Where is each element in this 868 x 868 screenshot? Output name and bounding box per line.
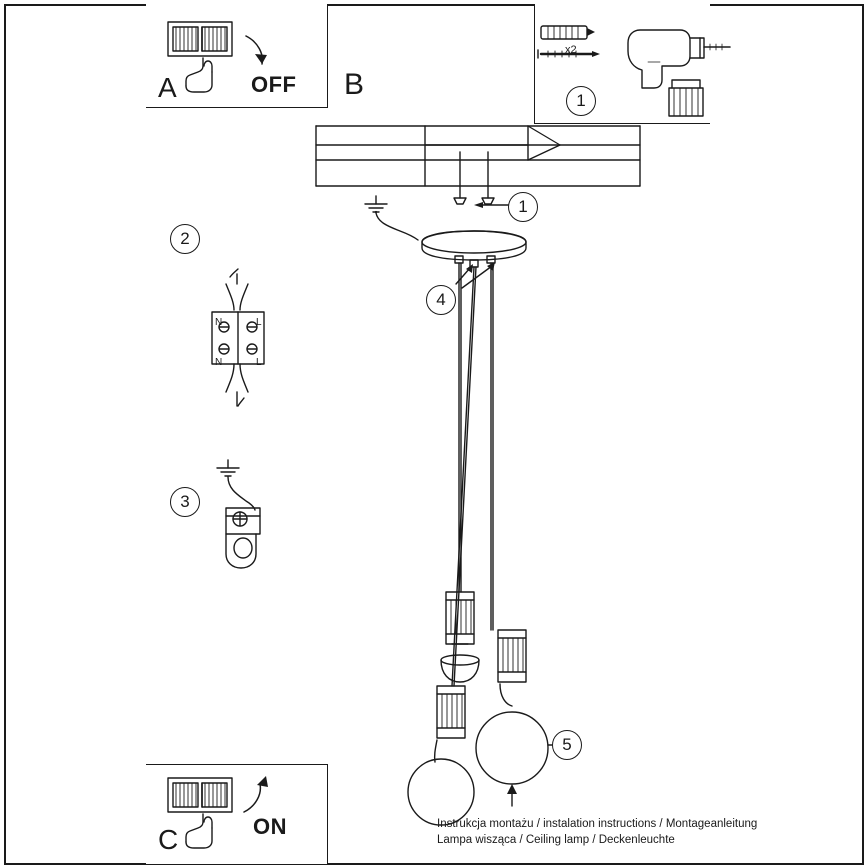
sheet-border-top [4,4,864,6]
step-marker-1-drill: 1 [566,86,596,116]
terminal-label-top-left: N [215,317,223,328]
step-marker-4: 4 [426,285,456,315]
panel-a-letter: A [158,72,177,103]
panel-step1-box [534,4,710,124]
sheet-border-left [4,4,6,864]
step-marker-2: 2 [170,224,200,254]
switch-off-label: OFF [251,72,297,97]
step-marker-1-ceiling: 1 [508,192,538,222]
step-marker-5: 5 [552,730,582,760]
panel-b-letter: B [344,68,365,101]
panel-c-letter: C [158,824,179,855]
caption-line-2: Lampa wisząca / Ceiling lamp / Deckenleuchte [437,834,675,846]
terminal-label-top-right: L [256,317,262,328]
sheet-border-bottom [4,863,864,865]
switch-on-label: ON [253,814,287,839]
caption-block [437,816,757,848]
dowel-quantity-label: x2 [565,44,577,56]
caption-line-1: Instrukcja montażu / instalation instructions / Montageanleitung [437,818,758,830]
terminal-label-bottom-right: L [256,357,262,368]
terminal-label-bottom-left: N [215,357,223,368]
sheet-border-right [862,4,864,864]
step-marker-3: 3 [170,487,200,517]
